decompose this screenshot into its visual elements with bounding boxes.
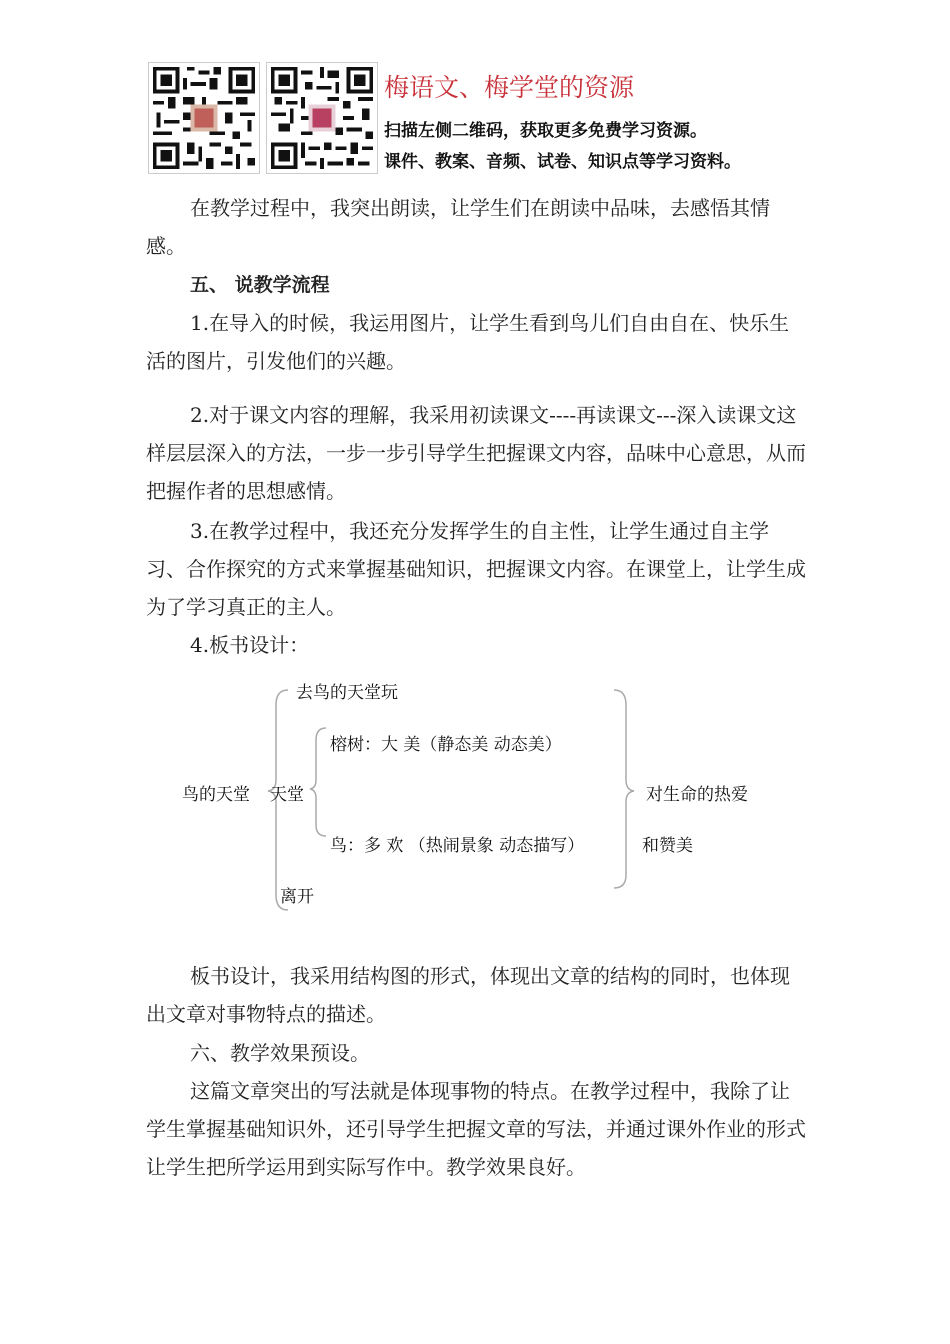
header-resources: 课件、教案、音频、试卷、知识点等学习资料。 xyxy=(384,152,741,172)
qr-code-icon xyxy=(266,62,378,174)
list-item: 4.板书设计： xyxy=(190,633,310,657)
board-root-text: 鸟的天堂 xyxy=(182,785,250,805)
board-praise-text: 和赞美 xyxy=(642,836,693,856)
header-title: 梅语文、梅学堂的资源 xyxy=(384,73,635,102)
board-tiantang-text: 天堂 xyxy=(270,785,304,805)
section-heading-6: 六、教学效果预设。 xyxy=(190,1041,370,1065)
board-go-text: 去鸟的天堂玩 xyxy=(296,683,398,703)
section-heading-5: 五、 说教学流程 xyxy=(190,274,330,296)
paragraph-board-description: 板书设计，我采用结构图的形式，体现出文章的结构的同时，也体现出文章对事物特点的描述。 xyxy=(146,964,790,1026)
list-item: 3.在教学过程中，我还充分发挥学生的自主性，让学生通过自主学习、合作探究的方式来掌握基础知识，把握课文内容。在课堂上，让学生成为了学习真正的主人。 xyxy=(146,519,806,619)
blackboard-design-diagram xyxy=(0,670,950,920)
board-leave-text: 离开 xyxy=(280,887,314,907)
list-item: 2.对于课文内容的理解，我采用初读课文----再读课文---深入读课文这样层层深入的方法，一步一步引导学生把握课文内容，品味中心意思，从而把握作者的思想感情。 xyxy=(146,403,806,503)
board-bird-text: 鸟：多 欢 （热闹景象 动态描写） xyxy=(330,836,585,856)
paragraph-reading: 在教学过程中，我突出朗读，让学生们在朗读中品味，去感悟其情感。 xyxy=(146,196,770,258)
board-banyan-text: 榕树：大 美（静态美 动态美） xyxy=(330,735,562,755)
header-subtitle: 扫描左侧二维码，获取更多免费学习资源。 xyxy=(384,121,707,141)
qr-code-icon xyxy=(148,62,260,174)
paragraph-teaching-effect: 这篇文章突出的写法就是体现事物的特点。在教学过程中，我除了让学生掌握基础知识外，还引导学生把握文章的写法，并通过课外作业的形式让学生把所学运用到实际写作中。教学效果良好。 xyxy=(146,1079,806,1179)
resource-header xyxy=(148,62,828,174)
bracket-lines xyxy=(0,670,950,920)
board-love-text: 对生命的热爱 xyxy=(646,785,748,805)
list-item: 1.在导入的时候，我运用图片，让学生看到鸟儿们自由自在、快乐生活的图片，引发他们的兴趣。 xyxy=(146,311,790,373)
